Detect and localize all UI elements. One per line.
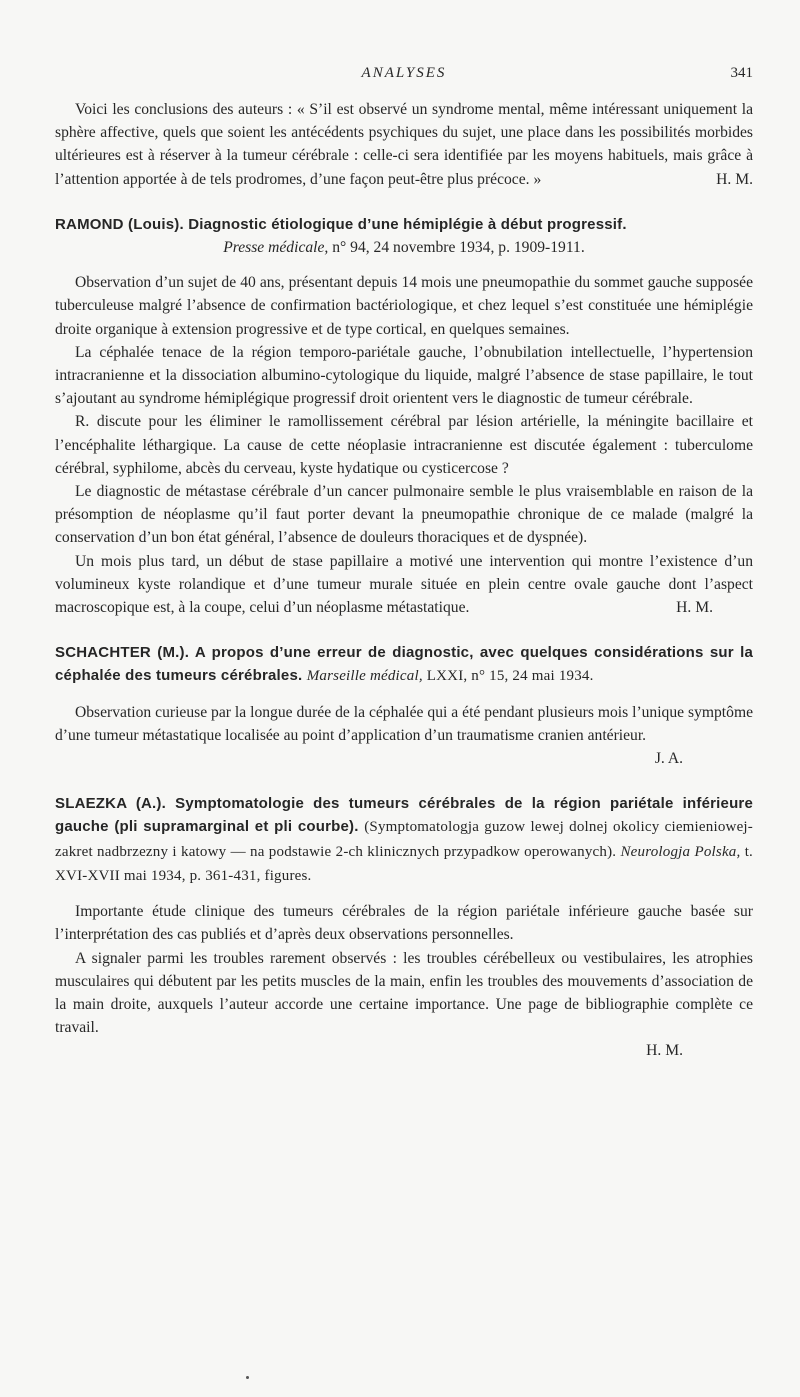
review-paragraph-text: Observation curieuse par la longue durée de la céphalée qui a été pendant plusieurs mois l’unique symptôme d’une tumeur métastatique localisée au point d’application d’un traumatisme cranien antérieur. (55, 703, 753, 744)
review-paragraph-text: Un mois plus tard, un début de stase papillaire a motivé une intervention qui montre l’existence d’un volumineux kyste rolandique et d’une tumeur murale située en plein centre ovale gauche dont l’aspect macroscopique est, à la coupe, celui d’un néoplasme métastatique. (55, 552, 753, 617)
intro-block (55, 98, 753, 191)
speck-mark (246, 1376, 249, 1379)
review-author: RAMOND (Louis). (55, 215, 184, 233)
intro-signature: H. M. (716, 170, 753, 188)
review-signature: H. M. (646, 1042, 683, 1060)
review-heading (55, 641, 753, 688)
intro-text: Voici les conclusions des auteurs : « S’il est observé un syndrome mental, même intéressant uniquement la sphère affective, quels que soient les antécédents psychiques du sujet, une place dans les possibilités morbides ultérieures est à réserver à la tumeur cérébrale : celle-ci sera identifiée par les moyens habituels, mais grâce à l’attention apportée à de tels prodromes, d’une façon peut-être plus précoce. » (55, 101, 753, 188)
review-schachter (55, 641, 753, 770)
review-signature: J. A. (654, 750, 683, 768)
review-paragraph: Observation d’un sujet de 40 ans, présentant depuis 14 mois une pneumopathie du sommet gauche supposée tuberculeuse malgré l’absence de confirmation bactériologique, et chez lequel s’est constituée une hémiplégie droite organique à extension progressive et de type cortical, en quelques semaines. (55, 274, 753, 338)
review-citation-rest: n° 94, 24 novembre 1934, p. 1909-1911. (332, 239, 585, 257)
review-title: Symptomatologie des tumeurs cérébrales de la région pariétale inférieure gauche (pli supramarginal et pli courbe). (55, 795, 754, 836)
review-citation-rest: LXXI, n° 15, 24 mai 1934. (426, 668, 594, 685)
review-author: SCHACHTER (M.). (55, 644, 190, 662)
review-journal: Neurologja Polska, (620, 843, 741, 860)
page-number: 341 (730, 65, 753, 81)
review-author: SLAEZKA (A.). (55, 795, 166, 813)
review-paragraph-last (55, 701, 753, 771)
intro-paragraph (55, 98, 753, 191)
review-paragraph: La céphalée tenace de la région temporo-pariétale gauche, l’obnubilation intellectuelle, l’hypertension intracranienne et la dissociation albumino-cytologique du liquide, malgré l’absence de stase papillaire, le tout s’ajoutant au syndrome hémiplégique progressif droit orientent vers le diagnostic de tumeur cérébrale. (55, 343, 753, 408)
review-paragraph: R. discute pour les éliminer le ramollissement cérébral par lésion artérielle, la méningite bacillaire et l’encéphalite léthargique. La cause de cette néoplasie intracranienne est discutée également : tuberculome cérébral, syphilome, abcès du cerveau, kyste hydatique ou cysticercose ? (55, 413, 753, 477)
review-citation (55, 236, 753, 259)
review-citation-pre: (Symptomatologja guzow lewej dolnej okolicy ciemieniowej-zakret nadbrzezny i katowy — na podstawie 2-ch klinicznych przypadkow operowanych). (55, 819, 753, 860)
review-citation-rest: t. XVI-XVII mai 1934, p. 361-431, figures. (55, 843, 754, 884)
review-paragraph: Le diagnostic de métastase cérébrale d’un cancer pulmonaire semble le plus vraisemblable en raison de la présomption de néoplasme qu’il faut porter devant la pneumopathie chronique de ce malade (malgré la conservation d’un bon état général, l’absence de douleurs thoraciques et de dyspnée). (55, 483, 753, 547)
review-signature: H. M. (676, 599, 713, 617)
running-title: ANALYSES (361, 65, 447, 81)
running-header (55, 58, 753, 88)
review-title: A propos d’une erreur de diagnostic, avec quelques considérations sur la céphalée des tumeurs cérébrales. (55, 644, 753, 685)
review-heading (55, 213, 753, 236)
review-heading (55, 792, 753, 888)
review-paragraph-last (55, 550, 753, 620)
review-journal: Marseille médical, (306, 668, 423, 685)
review-slaezka (55, 792, 753, 1062)
review-ramond (55, 213, 753, 619)
review-paragraph: A signaler parmi les troubles rarement observés : les troubles cérébelleux ou vestibulaires, les atrophies musculaires qui débutent par les petits muscles de la main, enfin les troubles des mouvements d’association de la main droite, auxquels l’auteur accorde une certaine importance. Une page de bibliographie complète ce travail. (55, 949, 753, 1037)
review-journal: Presse médicale, (223, 239, 329, 257)
review-title: Diagnostic étiologique d’une hémiplégie à début progressif. (188, 215, 627, 233)
document-page (55, 58, 753, 1063)
review-paragraph: Importante étude clinique des tumeurs cérébrales de la région pariétale inférieure gauche basée sur l’interprétation des cas publiés et d’après deux observations personnelles. (55, 903, 753, 944)
